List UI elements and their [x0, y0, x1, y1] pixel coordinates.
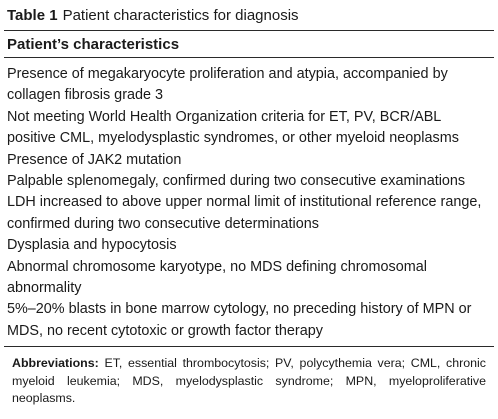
table-caption — [4, 0, 494, 31]
table-caption-title: Patient characteristics for diagnosis — [62, 6, 299, 24]
table-body — [4, 58, 494, 347]
table-row: LDH increased to above upper normal limit of institutional reference range, confirmed during two consecutive determinations — [7, 194, 482, 232]
table-column-header: Patient’s characteristics — [4, 31, 494, 58]
table-row: Not meeting World Health Organization criteria for ET, PV, BCR/ABL positive CML, myelodysplastic syndromes, or other myeloid neoplasms — [7, 108, 459, 147]
footnote-label: Abbreviations: — [12, 356, 99, 371]
table-row: Palpable splenomegaly, confirmed during two consecutive examinations — [7, 173, 466, 190]
table-row: 5%–20% blasts in bone marrow cytology, no preceding history of MPN or MDS, no recent cytotoxic or growth factor therapy — [7, 301, 472, 339]
table-row: Presence of megakaryocyte proliferation and atypia, accompanied by collagen fibrosis grade 3 — [7, 66, 448, 104]
table-footnote — [4, 347, 494, 408]
footnote-text: ET, essential thrombocytosis; PV, polycythemia vera; CML, chronic myeloid leukemia; MDS, myelodysplastic syndrome; MPN, myeloproliferative neoplasms. — [12, 356, 486, 406]
table-row: Presence of JAK2 mutation — [7, 151, 182, 168]
table-row: Dysplasia and hypocytosis — [7, 237, 177, 254]
table-caption-label: Table 1 — [7, 6, 58, 24]
table-row: Abnormal chromosome karyotype, no MDS defining chromosomal abnormality — [7, 258, 427, 297]
